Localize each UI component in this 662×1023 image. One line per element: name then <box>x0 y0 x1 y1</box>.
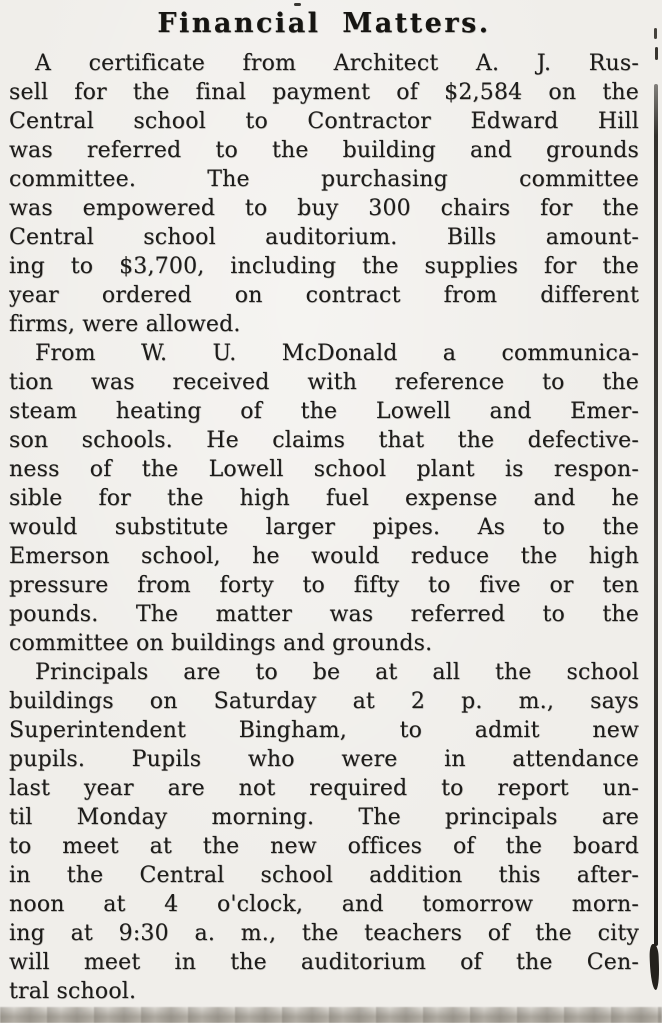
text-line: ing at 9:30 a. m., the teachers of the city <box>9 921 639 946</box>
text-line: A certificate from Architect A. J. Rus- <box>35 51 639 76</box>
text-line: tral school. <box>9 979 137 1004</box>
column-rule-dash <box>655 47 658 60</box>
text-line: ness of the Lowell school plant is respon- <box>9 457 639 482</box>
text-line: would substitute larger pipes. As to the <box>9 515 639 540</box>
text-line: was referred to the building and grounds <box>9 138 639 163</box>
column-rule <box>654 84 658 946</box>
text-line: year ordered on contract from different <box>9 283 639 308</box>
text-line: noon at 4 o'clock, and tomorrow morn- <box>9 892 639 917</box>
text-line: Principals are to be at all the school <box>35 660 639 685</box>
text-line: last year are not required to report un- <box>9 776 639 801</box>
text-line: Central school to Contractor Edward Hill <box>9 109 639 134</box>
text-line: was empowered to buy 300 chairs for the <box>9 196 639 221</box>
text-line: buildings on Saturday at 2 p. m., says <box>9 689 639 714</box>
text-line: pressure from forty to fifty to five or ten <box>9 573 639 598</box>
text-line: sell for the final payment of $2,584 on the <box>9 80 639 105</box>
paragraph-1 <box>9 49 639 339</box>
text-line: Central school auditorium. Bills amount- <box>9 225 639 250</box>
text-line: tion was received with reference to the <box>9 370 639 395</box>
paragraph-3 <box>9 658 639 1006</box>
text-line: in the Central school addition this after- <box>9 863 639 888</box>
text-line: son schools. He claims that the defective- <box>9 428 639 453</box>
text-line: firms, were allowed. <box>9 312 241 337</box>
article-headline: Financial Matters. <box>157 8 491 39</box>
paragraph-2 <box>9 339 639 658</box>
text-line: til Monday morning. The principals are <box>9 805 639 830</box>
text-line: committee. The purchasing committee <box>9 167 639 192</box>
text-line: Superintendent Bingham, to admit new <box>9 718 639 743</box>
text-line: pounds. The matter was referred to the <box>9 602 639 627</box>
bottom-scan-band <box>0 1007 662 1023</box>
text-line: sible for the high fuel expense and he <box>9 486 639 511</box>
text-line: Emerson school, he would reduce the high <box>9 544 639 569</box>
text-line: ing to $3,700, including the supplies for the <box>9 254 639 279</box>
article-body <box>9 49 639 1006</box>
stray-ink-mark <box>294 3 301 6</box>
column-rule-dash <box>654 28 657 39</box>
text-line: will meet in the auditorium of the Cen- <box>9 950 639 975</box>
text-line: From W. U. McDonald a communica- <box>35 341 639 366</box>
text-line: to meet at the new offices of the board <box>9 834 639 859</box>
ink-blob <box>649 944 660 990</box>
text-line: steam heating of the Lowell and Emer- <box>9 399 639 424</box>
text-line: committee on buildings and grounds. <box>9 631 433 656</box>
text-line: pupils. Pupils who were in attendance <box>9 747 639 772</box>
